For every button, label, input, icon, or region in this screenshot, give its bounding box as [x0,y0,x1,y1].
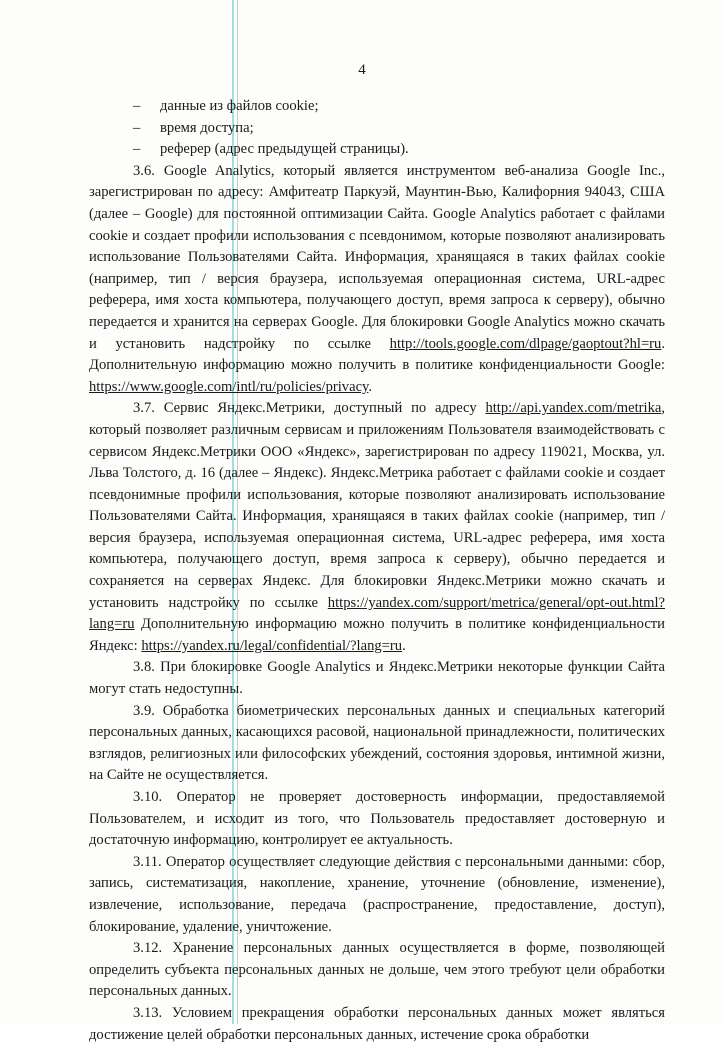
list-item: – реферер (адрес предыдущей страницы). [133,141,409,158]
paragraph-3-13: 3.13. Условием прекращения обработки персональных данных может являться достижение целей обработки персональных данных, истечение срока обработки [89,1004,665,1043]
page-number: 4 [358,62,366,78]
paragraph-3-11: 3.11. Оператор осуществляет следующие действия с персональными данными: сбор, запись, систематизация, накопление, хранение, уточнение (обновление, изменение), извлечение, использование, передача (распространение, предоставление, доступ), блокирование, удаление, уничтожение. [89,853,665,935]
yandex-confidential-link[interactable]: https://yandex.ru/legal/confidential/?lang=ru [141,637,403,654]
paragraph-3-7: 3.7. Сервис Яндекс.Метрики, доступный по адресу http://api.yandex.com/metrika, который позволяет различным сервисам и приложениям Пользователя взаимодействовать с сервисом Яндекс.Метрики ООО «Яндекс», зарегистрирован по адресу 119021, Москва, ул. Льва Толстого, д. 16 (далее – Яндекс). Яндекс.Метрика работает с файлами cookie и создает псевдонимные профили использования, которые позволяют анализировать использование Пользователями Сайта. Информация, хранящаяся в таких файлах cookie (например, тип / версия браузера, используемая операционная система, URL-адрес реферера, имя хоста компьютера, получающего доступ, время запроса к серверу), обычно передается и сохраняется на серверах Яндекс. Для блокировки Яндекс.Метрики можно скачать и установить надстройку по ссылке https://yandex.com/support/metrica/general/opt-out.html?lang=ru Дополнительную информацию можно получить в политике конфиденциальности Яндекс: https://yandex.ru/legal/confidential/?lang=ru. [89,400,665,654]
yandex-metrika-link[interactable]: http://api.yandex.com/metrika [485,400,662,417]
google-privacy-link[interactable]: https://www.google.com/intl/ru/policies/privacy [89,378,369,395]
google-optout-link[interactable]: http://tools.google.com/dlpage/gaoptout?hl=ru [389,335,662,352]
document-body [89,96,665,1046]
paragraph-3-8: 3.8. При блокировке Google Analytics и Яндекс.Метрики некоторые функции Сайта могут стать недоступны. [89,659,665,698]
list-item: – время доступа; [133,119,254,136]
paragraph-3-6: 3.6. Google Analytics, который является инструментом веб-анализа Google Inc., зарегистрирован по адресу: Амфитеатр Паркуэй, Маунтин-Вью, Калифорния 94043, США (далее – Google) для постоянной оптимизации Сайта. Google Analytics работает с файлами cookie и создает профили использования с псевдонимом, которые позволяют анализировать использование Пользователями Сайта. Информация, хранящаяся в таких файлах cookie (например, тип / версия браузера, используемая операционная система, URL-адрес реферера, имя хоста компьютера, получающего доступ, время запроса к серверу), обычно передается и хранится на серверах Google. Для блокировки Google Analytics можно скачать и установить надстройку по ссылке http://tools.google.com/dlpage/gaoptout?hl=ru. Дополнительную информацию можно получить в политике конфиденциальности Google: https://www.google.com/intl/ru/policies/privacy. [89,162,665,395]
paragraph-3-12: 3.12. Хранение персональных данных осуществляется в форме, позволяющей определить субъекта персональных данных не дольше, чем этого требуют цели обработки персональных данных. [89,940,665,1000]
paragraph-3-10: 3.10. Оператор не проверяет достоверность информации, предоставляемой Пользователем, и исходит из того, что Пользователь предоставляет достоверную и достаточную информацию, контролирует ее актуальность. [89,789,665,849]
list-item: – данные из файлов cookie; [133,98,319,114]
yandex-optout-link[interactable]: https://yandex.com/support/metrica/general/opt-out.html?lang=ru [89,594,665,633]
paragraph-3-9: 3.9. Обработка биометрических персональных данных и специальных категорий персональных данных, касающихся расовой, национальной принадлежности, политических взглядов, религиозных или философских убеждений, состояния здоровья, интимной жизни, на Сайте не осуществляется. [89,702,665,784]
